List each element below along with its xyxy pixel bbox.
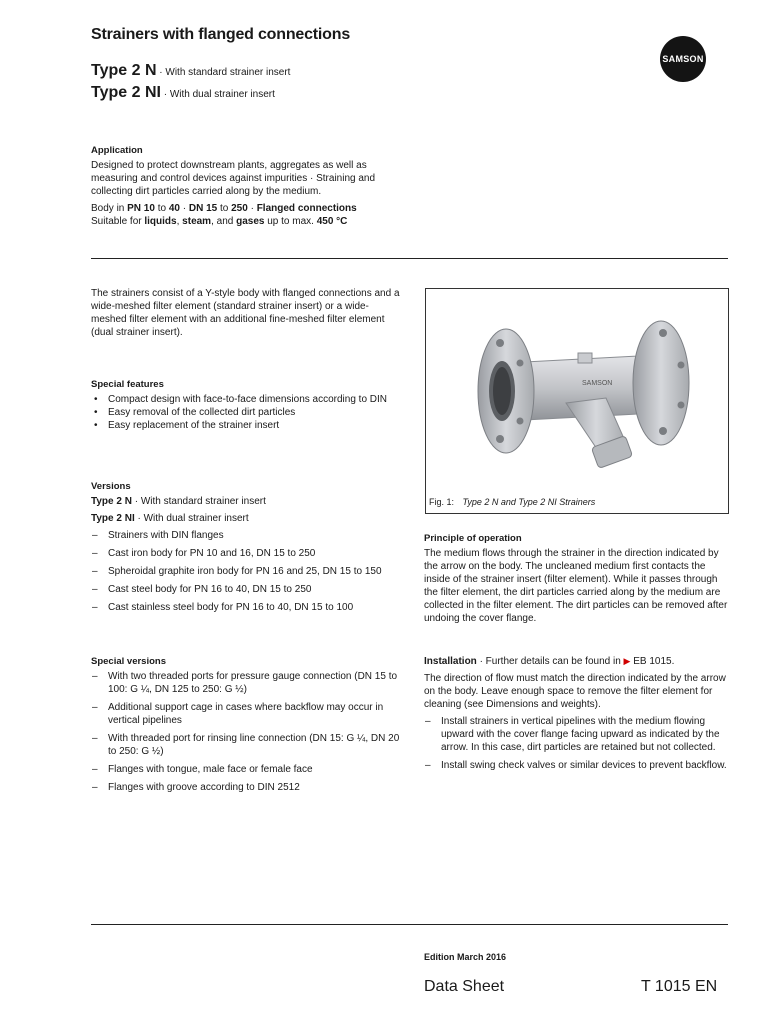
special-versions-list [91, 670, 401, 794]
strainer-image [466, 303, 696, 483]
type-2n-heading [91, 62, 290, 80]
list-item: – Install strainers in vertical pipelines with the medium flowing upward with the cover flange facing upward as indicated by the arrow. In this case, dirt particles are retained but not collected. [424, 715, 728, 754]
ratings-dn-max: 250 [231, 203, 248, 214]
type-2n-subtitle: · With standard strainer insert [156, 67, 291, 78]
list-item: – Flanges with groove according to DIN 2512 [91, 781, 401, 794]
version-2n [91, 495, 401, 508]
installation-heading: Installation [424, 656, 477, 667]
application-ratings [91, 202, 401, 215]
list-item: – With threaded port for rinsing line connection (DN 15: G ¼, DN 20 to 250: G ½) [91, 732, 401, 758]
type-2ni-heading [91, 84, 275, 102]
installation-lead-text: · Further details can be found in [476, 656, 624, 667]
list-item: • Easy replacement of the strainer insert [91, 419, 401, 432]
ratings-text: to [154, 203, 169, 214]
special-features-section [91, 378, 401, 432]
type-2ni-label: Type 2 NI [91, 84, 161, 101]
section-divider [91, 258, 728, 259]
version-2ni [91, 512, 401, 525]
version-2n-desc: · With standard strainer insert [131, 496, 266, 507]
principle-text: The medium flows through the strainer in the direction indicated by the arrow on the body. The uncleaned medium first contacts the inside of the strainer insert (filter element). While it passes through the filter element, the dirt particles carried along by the medium are collected in the filter element. The dirt particles can be removed after undoing the cover flange. [424, 548, 728, 624]
version-2n-label: Type 2 N [91, 496, 132, 507]
versions-heading: Versions [91, 481, 131, 492]
list-item: – With two threaded ports for pressure gauge connection (DN 15 to 100: G ¼, DN 125 to 250: G ½) [91, 670, 401, 696]
list-item: – Cast iron body for PN 10 and 16, DN 15 to 250 [91, 547, 401, 560]
media-steam: steam [182, 216, 212, 227]
ratings-text: · [247, 203, 257, 214]
installation-section [424, 655, 728, 777]
ratings-text: Body in [91, 203, 128, 214]
footer-divider [91, 924, 728, 925]
page-title: Strainers with flanged connections [91, 26, 351, 43]
special-features-heading: Special features [91, 379, 164, 390]
principle-section [424, 532, 728, 625]
ratings-text: · [179, 203, 189, 214]
application-section [91, 144, 401, 228]
installation-list [424, 715, 728, 772]
product-figure [425, 288, 729, 514]
version-2ni-desc: · With dual strainer insert [134, 513, 249, 524]
list-item: – Flanges with tongue, male face or female face [91, 763, 401, 776]
special-versions-section [91, 655, 401, 799]
list-item: • Easy removal of the collected dirt particles [91, 406, 401, 419]
ratings-connection: Flanged connections [256, 203, 357, 214]
doc-type: Data Sheet [424, 978, 505, 995]
media-text: Suitable for [91, 216, 145, 227]
ratings-text: to [217, 203, 232, 214]
figure-label: Fig. 1: [429, 497, 455, 507]
list-item: – Install swing check valves or similar devices to prevent backflow. [424, 759, 728, 772]
ratings-dn-min: DN 15 [188, 203, 218, 214]
version-2ni-label: Type 2 NI [91, 513, 135, 524]
list-item: – Additional support cage in cases where backflow may occur in vertical pipelines [91, 701, 401, 727]
list-item: – Spheroidal graphite iron body for PN 16 and 25, DN 15 to 150 [91, 565, 401, 578]
media-text: , [176, 216, 183, 227]
samson-logo: SAMSON [660, 36, 706, 82]
application-heading: Application [91, 145, 143, 156]
intro-section [91, 287, 401, 339]
list-item: • Compact design with face-to-face dimensions according to DIN [91, 393, 401, 406]
ratings-pn-max: 40 [168, 203, 180, 214]
type-2n-label: Type 2 N [91, 62, 157, 79]
installation-ref[interactable]: EB 1015. [630, 656, 675, 667]
versions-list [91, 529, 401, 614]
media-text: up to max. [264, 216, 317, 227]
media-text: , and [211, 216, 237, 227]
type-2ni-subtitle: · With dual strainer insert [160, 89, 275, 100]
media-gases: gases [236, 216, 265, 227]
installation-text: The direction of flow must match the direction indicated by the arrow on the body. Leave enough space to remove the filter element for cleaning (see Dimensions and weights). [424, 673, 726, 710]
doc-code: T 1015 EN [641, 978, 718, 995]
principle-heading: Principle of operation [424, 533, 522, 544]
application-text: Designed to protect downstream plants, aggregates as well as measuring and control devices against impurities · Straining and collecting dirt particles carried along by the medium. [91, 160, 376, 197]
list-item: – Cast steel body for PN 16 to 40, DN 15 to 250 [91, 583, 401, 596]
list-item: – Cast stainless steel body for PN 16 to 40, DN 15 to 100 [91, 601, 401, 614]
application-media [91, 215, 401, 228]
figure-caption-text: Type 2 N and Type 2 NI Strainers [462, 497, 596, 507]
intro-text: The strainers consist of a Y-style body with flanged connections and a wide-meshed filter element (standard strainer insert) or a wide-meshed filter element with an additional fine-meshed filter element (dual strainer insert). [91, 288, 400, 338]
ratings-pn-min: PN 10 [127, 203, 155, 214]
versions-section [91, 480, 401, 619]
media-liquids: liquids [144, 216, 177, 227]
figure-caption [429, 497, 595, 507]
special-features-list [91, 393, 401, 432]
reference-triangle-icon: ▶ [623, 656, 631, 666]
list-item: – Strainers with DIN flanges [91, 529, 401, 542]
special-versions-heading: Special versions [91, 656, 166, 667]
edition-date: Edition March 2016 [424, 952, 507, 962]
body-brand-mark: SAMSON [582, 380, 613, 387]
installation-lead [424, 655, 728, 668]
media-max-temp: 450 °C [316, 216, 348, 227]
